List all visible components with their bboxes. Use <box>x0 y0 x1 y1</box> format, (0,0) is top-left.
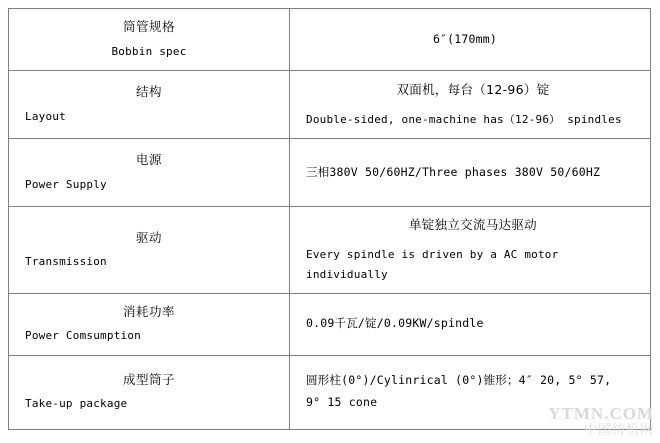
label-english: Power Supply <box>25 177 107 191</box>
label-english: Bobbin spec <box>111 44 187 58</box>
table-row <box>9 355 651 429</box>
value-english: Every spindle is driven by a AC motor individually <box>306 248 559 281</box>
table-cell-value <box>290 9 651 71</box>
table-row <box>9 9 651 71</box>
value-english: Double-sided, one-machine has（12-96） spindles <box>306 112 622 126</box>
table-cell-label <box>9 207 290 294</box>
label-english: Transmission <box>25 255 107 269</box>
label-english: Take-up package <box>25 397 128 411</box>
table-cell-value <box>290 207 651 294</box>
table-row <box>9 293 651 355</box>
value-text: 三相380V 50/60HZ/Three phases 380V 50/60HZ <box>306 164 601 179</box>
table-cell-label <box>9 355 290 429</box>
table-row <box>9 207 651 294</box>
label-chinese: 结构 <box>135 84 162 100</box>
label-chinese: 驱动 <box>135 229 162 245</box>
table-row <box>9 139 651 207</box>
label-chinese: 电源 <box>135 152 162 168</box>
value-line-2: 9° 15 cone <box>306 395 378 410</box>
label-chinese: 成型筒子 <box>122 372 175 388</box>
value-line-1: 圆形柱(0°)/Cylinrical (0°)锥形；4″ 20, 5° 57, <box>306 373 612 388</box>
watermark-url: YTMN.COM <box>548 403 654 423</box>
value-text: 6″(170mm) <box>432 31 498 46</box>
table-cell-label <box>9 139 290 207</box>
table-cell-label <box>9 71 290 139</box>
table-cell-label <box>9 9 290 71</box>
value-text: 0.09千瓦/锭/0.09KW/spindle <box>306 316 484 331</box>
specification-table <box>8 8 651 430</box>
table-cell-value <box>290 293 651 355</box>
value-chinese: 双面机，每台（12-96）锭 <box>396 81 550 97</box>
watermark-name: 中国纺机网 <box>583 423 654 439</box>
table-cell-value <box>290 71 651 139</box>
table-cell-value <box>290 355 651 429</box>
label-english: Power Comsumption <box>25 329 141 343</box>
label-chinese: 筒管规格 <box>122 19 175 35</box>
table-cell-value <box>290 139 651 207</box>
table-row <box>9 71 651 139</box>
table-cell-label <box>9 293 290 355</box>
label-chinese: 消耗功率 <box>122 304 175 320</box>
value-chinese: 单锭独立交流马达驱动 <box>408 217 537 232</box>
label-english: Layout <box>25 109 66 123</box>
